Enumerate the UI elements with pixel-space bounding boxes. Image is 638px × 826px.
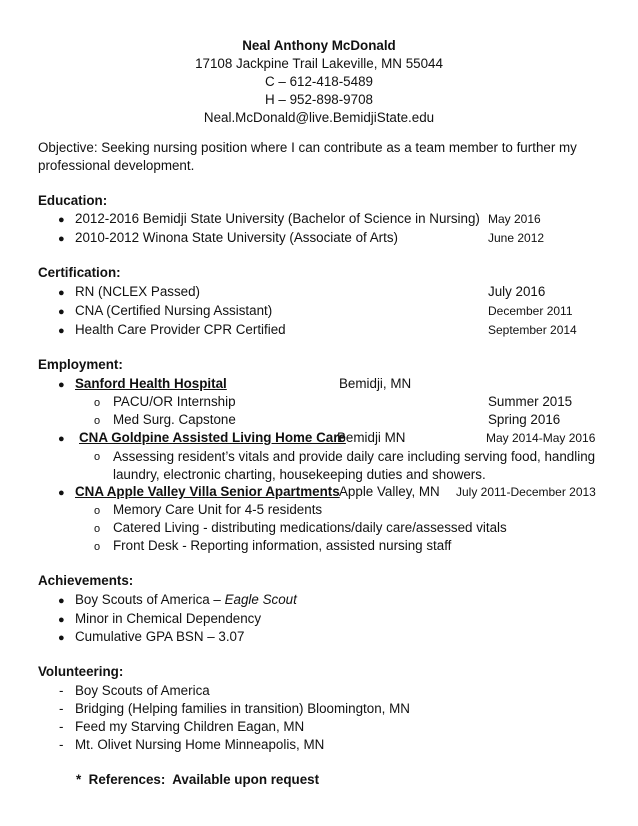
education-date: June 2012: [488, 231, 545, 245]
education-item: [0, 230, 638, 248]
references-note: * References: Available upon request: [76, 772, 320, 787]
circle-bullet-icon: o: [94, 505, 101, 517]
volunteer-text: Mt. Olivet Nursing Home Minneapolis, MN: [75, 737, 325, 752]
volunteer-text: Boy Scouts of America: [75, 683, 210, 698]
job-location: Bemidji, MN: [339, 376, 412, 391]
certification-item: [0, 303, 638, 321]
duty-text: PACU/OR Internship: [113, 394, 236, 409]
achievements-heading: Achievements:: [38, 573, 134, 588]
bullet-icon: ●: [58, 487, 65, 499]
achievement-text: Minor in Chemical Dependency: [75, 611, 262, 626]
dash-icon: -: [59, 719, 64, 734]
achievement-item: [0, 629, 638, 647]
achievement-label: Boy Scouts of America –: [75, 592, 225, 607]
job-entry: [0, 376, 638, 394]
job-location: Bemidji MN: [337, 430, 406, 445]
job-entry: [0, 430, 638, 448]
duty-text: Med Surg. Capstone: [113, 412, 236, 427]
applicant-name: Neal Anthony McDonald: [242, 38, 396, 53]
bullet-icon: ●: [58, 233, 65, 245]
education-heading: Education:: [38, 193, 108, 208]
bullet-icon: ●: [58, 632, 65, 644]
certification-text: CNA (Certified Nursing Assistant): [75, 303, 273, 318]
duty-date: Summer 2015: [488, 394, 573, 409]
certification-text: RN (NCLEX Passed): [75, 284, 201, 299]
volunteer-item: [0, 683, 638, 701]
cell-phone: C – 612-418-5489: [265, 74, 373, 89]
bullet-icon: ●: [58, 306, 65, 318]
circle-bullet-icon: o: [94, 397, 101, 409]
employer-name: Sanford Health Hospital: [75, 376, 227, 391]
bullet-icon: ●: [58, 595, 65, 607]
volunteering-heading: Volunteering:: [38, 664, 124, 679]
duty-item: [0, 520, 638, 538]
achievement-item: [0, 611, 638, 629]
volunteer-item: [0, 701, 638, 719]
bullet-icon: ●: [58, 433, 65, 445]
duty-text: Assessing resident’s vitals and provide daily care including serving food, handling laundry, electronic charting, housekeeping duties and showers.: [113, 449, 596, 482]
duty-item: [0, 538, 638, 556]
circle-bullet-icon: o: [94, 541, 101, 553]
achievement-emphasis: Eagle Scout: [224, 592, 297, 607]
achievement-text: [75, 592, 297, 607]
home-phone: H – 952-898-9708: [265, 92, 373, 107]
job-date: May 2014-May 2016: [486, 431, 596, 445]
education-date: May 2016: [488, 212, 541, 226]
job-location: Apple Valley, MN: [339, 484, 440, 499]
job-date: July 2011-December 2013: [456, 485, 596, 499]
bullet-icon: ●: [58, 614, 65, 626]
circle-bullet-icon: o: [94, 415, 101, 427]
job-entry: [0, 484, 638, 502]
certification-item: [0, 284, 638, 302]
volunteer-text: Bridging (Helping families in transition) Bloomington, MN: [75, 701, 410, 716]
duty-text: Front Desk - Reporting information, assisted nursing staff: [113, 538, 452, 553]
bullet-icon: ●: [58, 214, 65, 226]
education-text: 2012-2016 Bemidji State University (Bachelor of Science in Nursing): [75, 211, 480, 226]
volunteer-text: Feed my Starving Children Eagan, MN: [75, 719, 305, 734]
bullet-icon: ●: [58, 287, 65, 299]
certification-date: July 2016: [488, 284, 546, 299]
email-address: Neal.McDonald@live.BemidjiState.edu: [203, 110, 435, 125]
duty-item: [0, 448, 638, 484]
duty-item: [0, 394, 638, 412]
employment-heading: Employment:: [38, 357, 123, 372]
duty-text: Memory Care Unit for 4-5 residents: [113, 502, 323, 517]
bullet-icon: ●: [58, 325, 65, 337]
certification-date: December 2011: [488, 304, 573, 318]
duty-item: [0, 412, 638, 430]
volunteer-item: [0, 737, 638, 755]
dash-icon: -: [59, 683, 64, 698]
certification-item: [0, 322, 638, 340]
certification-date: September 2014: [488, 323, 577, 337]
achievement-text: Cumulative GPA BSN – 3.07: [75, 629, 245, 644]
employer-name: CNA Goldpine Assisted Living Home Care: [79, 430, 346, 445]
achievement-item: [0, 592, 638, 610]
dash-icon: -: [59, 737, 64, 752]
address-line: 17108 Jackpine Trail Lakeville, MN 55044: [195, 56, 443, 71]
education-text: 2010-2012 Winona State University (Associate of Arts): [75, 230, 399, 245]
duty-text: Catered Living - distributing medications/daily care/assessed vitals: [113, 520, 507, 535]
certification-text: Health Care Provider CPR Certified: [75, 322, 286, 337]
dash-icon: -: [59, 701, 64, 716]
circle-bullet-icon: o: [94, 451, 101, 463]
certification-heading: Certification:: [38, 265, 121, 280]
employer-name: CNA Apple Valley Villa Senior Apartments: [75, 484, 340, 499]
duty-item: [0, 502, 638, 520]
circle-bullet-icon: o: [94, 523, 101, 535]
duty-date: Spring 2016: [488, 412, 561, 427]
objective-text: Objective: Seeking nursing position where I can contribute as a team member to further my professional development.: [38, 140, 577, 173]
education-item: [0, 211, 638, 229]
bullet-icon: ●: [58, 379, 65, 391]
volunteer-item: [0, 719, 638, 737]
